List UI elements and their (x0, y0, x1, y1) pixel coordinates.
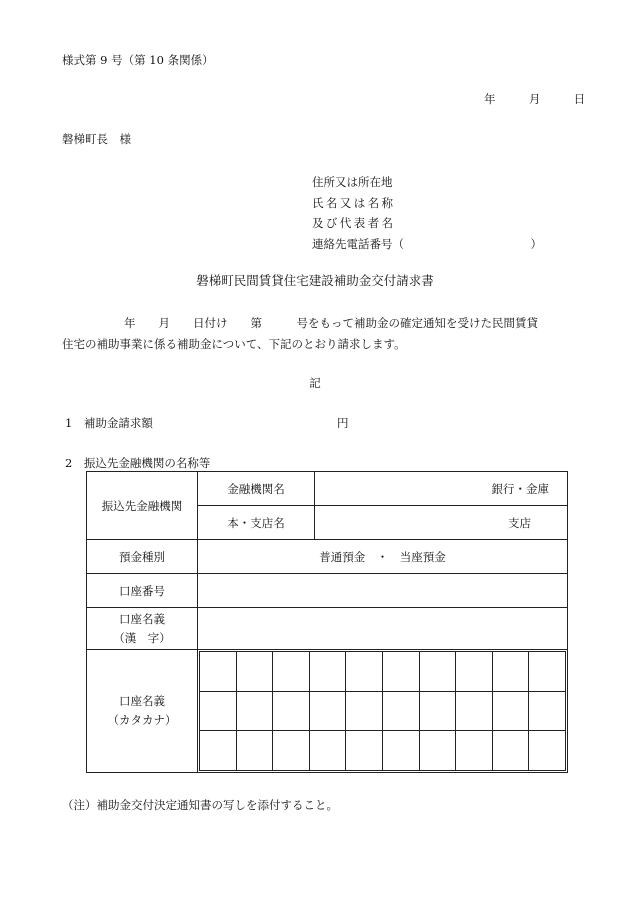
deposit-type-label: 預金種別 (87, 540, 198, 574)
note: （注）補助金交付決定通知書の写しを添付すること。 (62, 798, 338, 812)
date-month-label: 月 (528, 92, 541, 106)
holder-kana-row (87, 650, 568, 773)
date-line (484, 91, 585, 107)
holder-kanji-row (87, 608, 568, 650)
body-line-2: 住宅の補助事業に係る補助金について、下記のとおり請求します。 (62, 337, 406, 351)
holder-kanji-sub: （漢 字） (113, 630, 171, 645)
holder-kanji-field[interactable] (198, 608, 568, 650)
kana-char-box[interactable] (273, 731, 310, 771)
holder-kanji-label-cell (87, 608, 198, 650)
bank-name-row (87, 472, 568, 506)
kana-char-box[interactable] (492, 691, 529, 731)
kana-char-box[interactable] (236, 691, 273, 731)
account-number-label: 口座番号 (87, 574, 198, 608)
item-request-amount (65, 415, 349, 431)
kana-grid-row (200, 731, 566, 771)
kana-char-box[interactable] (273, 652, 310, 692)
applicant-name-label: 氏名又は名称 (312, 195, 396, 210)
kana-char-box[interactable] (236, 731, 273, 771)
deposit-type-field[interactable]: 普通預金 ・ 当座預金 (198, 540, 568, 574)
form-number: 様式第 9 号（第 10 条関係） (62, 53, 214, 67)
kana-char-box[interactable] (529, 691, 566, 731)
kana-char-box[interactable] (492, 652, 529, 692)
account-number-row (87, 574, 568, 608)
kana-char-box[interactable] (529, 652, 566, 692)
kana-char-box[interactable] (456, 652, 493, 692)
kana-char-box[interactable] (529, 731, 566, 771)
kana-char-box[interactable] (492, 731, 529, 771)
kana-char-box[interactable] (346, 652, 383, 692)
holder-kana-grid[interactable] (199, 651, 566, 771)
addressee: 磐梯町長 様 (62, 132, 131, 146)
kana-char-box[interactable] (273, 691, 310, 731)
ki-heading: 記 (309, 376, 321, 390)
branch-label: 本・支店名 (198, 506, 315, 540)
deposit-type-row (87, 540, 568, 574)
bank-name-field[interactable]: 銀行・金庫 (315, 472, 568, 506)
holder-kana-label: 口座名義 (119, 694, 165, 708)
institution-header: 振込先金融機関 (87, 472, 198, 540)
kana-char-box[interactable] (236, 652, 273, 692)
applicant-phone-label: 連絡先電話番号（ ） (312, 236, 542, 251)
applicant-representative-label: 及び代表者名 (312, 216, 396, 230)
kana-char-box[interactable] (346, 731, 383, 771)
kana-char-box[interactable] (309, 652, 346, 692)
item1-unit: 円 (337, 416, 349, 430)
account-number-field[interactable] (198, 574, 568, 608)
branch-field[interactable]: 支店 (315, 506, 568, 540)
kana-char-box[interactable] (382, 691, 419, 731)
document-title: 磐梯町民間賃貸住宅建設補助金交付請求書 (196, 273, 434, 288)
item1-label: 1 補助金請求額 (65, 416, 153, 430)
bank-info-table (86, 471, 568, 773)
kana-char-box[interactable] (456, 691, 493, 731)
applicant-address-label: 住所又は所在地 (312, 175, 393, 189)
kana-char-box[interactable] (200, 652, 237, 692)
date-year-label: 年 (484, 92, 496, 106)
kana-char-box[interactable] (382, 731, 419, 771)
kana-char-box[interactable] (382, 652, 419, 692)
item2-label: 2 振込先金融機関の名称等 (65, 456, 211, 470)
kana-char-box[interactable] (200, 731, 237, 771)
body-line-1: 年 月 日付け 第 号をもって補助金の確定通知を受けた民間賃貸 (124, 316, 538, 330)
holder-kana-grid-cell (198, 650, 568, 773)
kana-grid-row (200, 652, 566, 692)
bank-name-label: 金融機関名 (198, 472, 315, 506)
kana-char-box[interactable] (200, 691, 237, 731)
kana-char-box[interactable] (346, 691, 383, 731)
kana-char-box[interactable] (419, 691, 456, 731)
kana-char-box[interactable] (419, 652, 456, 692)
kana-char-box[interactable] (309, 731, 346, 771)
kana-char-box[interactable] (456, 731, 493, 771)
kana-char-box[interactable] (419, 731, 456, 771)
kana-grid-row (200, 691, 566, 731)
body-text (62, 313, 577, 355)
date-day-label: 日 (573, 92, 586, 106)
kana-char-box[interactable] (309, 691, 346, 731)
holder-kanji-label: 口座名義 (119, 611, 165, 626)
applicant-block (312, 172, 542, 254)
holder-kana-sub: （カタカナ） (107, 713, 177, 727)
holder-kana-label-cell (87, 650, 198, 773)
